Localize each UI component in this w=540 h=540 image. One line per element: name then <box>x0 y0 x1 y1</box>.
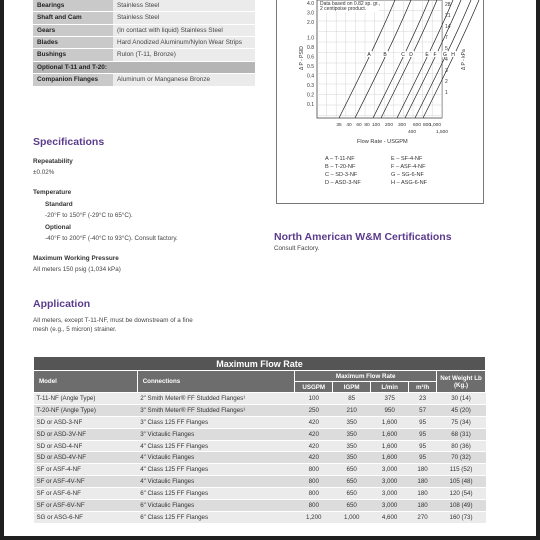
m3h-cell: 180 <box>409 476 437 488</box>
igpm-cell: 210 <box>333 404 371 416</box>
usgpm-cell: 420 <box>295 440 333 452</box>
materials-row <box>33 0 255 12</box>
legend-item: A – T-11-NF <box>325 156 355 162</box>
x-tick-label: 60 <box>356 123 362 128</box>
model-cell: SD or ASD-4-NF <box>34 440 138 452</box>
y-left-tick-label: 0.5 <box>307 64 314 70</box>
chart-plot-area <box>317 0 479 118</box>
y-right-tick-label: 7 <box>445 35 448 41</box>
usgpm-cell: 420 <box>295 428 333 440</box>
materials-row <box>33 24 255 36</box>
x-tick-label: 1,000 <box>428 123 442 128</box>
model-cell: SG or ASG-6-NF <box>34 511 138 523</box>
model-cell: SF or ASF-4-NF <box>34 464 138 476</box>
x-tick-label: 40 <box>346 123 352 128</box>
m3h-cell: 180 <box>409 464 437 476</box>
curve-letter: A <box>367 52 371 58</box>
igpm-cell: 650 <box>333 476 371 488</box>
application-heading: Application <box>33 298 91 310</box>
connections-cell: 6" Victaulic Flanges <box>137 500 295 512</box>
legend-item: G – SG-6-NF <box>391 172 424 178</box>
chart-svg <box>277 0 483 203</box>
col-connections-header: Connections <box>137 371 295 393</box>
usgpm-cell: 1,200 <box>295 511 333 523</box>
y-left-tick-label: 0.8 <box>307 45 314 51</box>
igpm-cell: 350 <box>333 428 371 440</box>
x-tick-label: 300 <box>397 123 407 128</box>
lmin-cell: 3,000 <box>371 476 409 488</box>
certifications-text: Consult Factory. <box>274 245 320 252</box>
usgpm-cell: 100 <box>295 393 333 405</box>
optional-label: Optional <box>45 224 71 231</box>
curve-letter: F <box>433 52 437 58</box>
table-row <box>34 488 486 500</box>
table-title-row <box>34 357 486 371</box>
model-cell: T-20-NF (Angle Type) <box>34 404 138 416</box>
y-left-tick-label: 0.6 <box>307 54 314 61</box>
material-value: (In contact with liquid) Stainless Steel <box>113 24 255 36</box>
table-row <box>34 404 486 416</box>
x-tick-label: 800 <box>422 123 432 128</box>
m3h-cell: 95 <box>409 428 437 440</box>
usgpm-cell: 800 <box>295 488 333 500</box>
igpm-cell: 650 <box>333 464 371 476</box>
y-left-tick-label: 0.4 <box>307 73 314 80</box>
x-tick-label: 400 <box>407 130 417 135</box>
material-value: Stainless Steel <box>113 12 255 24</box>
weight-cell: 105 (48) <box>437 476 486 488</box>
model-cell: SF or ASF-6-NF <box>34 488 138 500</box>
igpm-cell: 350 <box>333 452 371 464</box>
igpm-cell: 350 <box>333 440 371 452</box>
materials-row <box>33 49 255 61</box>
y-right-tick-label: 28 <box>445 2 451 8</box>
repeatability-value: ±0.02% <box>33 169 55 176</box>
table-row <box>34 416 486 428</box>
y-left-axis-label: Δ P - PSID <box>299 46 305 70</box>
m3h-cell: 270 <box>409 511 437 523</box>
model-cell: SD or ASD-3V-NF <box>34 428 138 440</box>
application-line1: All meters, except T-11-NF, must be downstream of a fine <box>33 317 193 324</box>
col-model-header: Model <box>34 371 138 393</box>
curve-letter: D <box>409 52 413 58</box>
optional-value: -40°F to 200°F (-40°C to 93°C). Consult factory. <box>45 235 178 242</box>
igpm-cell: 650 <box>333 500 371 512</box>
weight-cell: 120 (54) <box>437 488 486 500</box>
igpm-cell: 350 <box>333 416 371 428</box>
model-cell: SD or ASD-3-NF <box>34 416 138 428</box>
m3h-cell: 180 <box>409 488 437 500</box>
repeatability-label: Repeatability <box>33 158 73 165</box>
model-cell: SD or ASD-4V-NF <box>34 452 138 464</box>
lmin-cell: 1,600 <box>371 452 409 464</box>
col-lmin-header: L/min <box>371 382 409 393</box>
connections-cell: 2" Smith Meter® FF Studded Flanges¹ <box>137 393 295 405</box>
material-key: Bushings <box>33 49 113 61</box>
materials-table <box>33 0 255 87</box>
specifications-heading: Specifications <box>33 136 105 148</box>
m3h-cell: 95 <box>409 452 437 464</box>
lmin-cell: 4,600 <box>371 511 409 523</box>
y-right-tick-label: 1 <box>445 90 448 96</box>
usgpm-cell: 420 <box>295 452 333 464</box>
col-igpm-header: IGPM <box>333 382 371 393</box>
optional-header: Optional T-11 and T-20: <box>33 61 255 73</box>
y-right-tick-label: 2 <box>445 79 448 85</box>
y-right-tick-label: 21 <box>445 13 451 19</box>
y-left-tick-label: 3.0 <box>307 10 314 17</box>
lmin-cell: 3,000 <box>371 464 409 476</box>
table-header-row <box>34 371 486 382</box>
table-row <box>34 452 486 464</box>
weight-cell: 45 (20) <box>437 404 486 416</box>
pressure-drop-chart <box>276 0 484 204</box>
x-tick-label: 1,500 <box>435 130 449 135</box>
y-left-ticks <box>307 1 314 108</box>
legend-item: B – T-20-NF <box>325 164 356 170</box>
y-right-axis-label: Δ P - kPa <box>461 49 467 70</box>
x-axis-label: Flow Rate - USGPM <box>357 139 408 145</box>
chart-note-line2: 2 centipoise product. <box>320 6 367 12</box>
igpm-cell: 650 <box>333 488 371 500</box>
y-right-tick-label: 3 <box>445 68 448 74</box>
materials-row <box>33 37 255 49</box>
curve-letter: C <box>401 52 405 58</box>
x-tick-label: 100 <box>371 123 381 128</box>
col-m3h-header: m³/h <box>409 382 437 393</box>
x-ticks <box>336 122 448 135</box>
table-row <box>34 476 486 488</box>
material-value: Hard Anodized Aluminum/Nylon Wear Strips <box>113 37 255 49</box>
temperature-label: Temperature <box>33 189 72 196</box>
x-tick-label: 600 <box>412 123 422 128</box>
m3h-cell: 180 <box>409 500 437 512</box>
table-row <box>34 464 486 476</box>
table-row <box>34 500 486 512</box>
lmin-cell: 375 <box>371 393 409 405</box>
connections-cell: 4" Victaulic Flanges <box>137 476 295 488</box>
table-row <box>34 393 486 405</box>
table-row <box>34 428 486 440</box>
connections-cell: 4" Victaulic Flanges <box>137 452 295 464</box>
connections-cell: 3" Class 125 FF Flanges <box>137 416 295 428</box>
connections-cell: 3" Smith Meter® FF Studded Flanges¹ <box>137 404 295 416</box>
materials-row <box>33 74 255 86</box>
weight-cell: 80 (36) <box>437 440 486 452</box>
y-right-ticks <box>445 2 451 96</box>
x-tick-label: 80 <box>364 123 370 128</box>
pressure-value: All meters 150 psig (1,034 kPa) <box>33 266 121 273</box>
m3h-cell: 95 <box>409 440 437 452</box>
curve-letter: E <box>425 52 429 58</box>
usgpm-cell: 800 <box>295 476 333 488</box>
standard-label: Standard <box>45 201 73 208</box>
y-right-tick-label: 4 <box>445 57 448 63</box>
igpm-cell: 85 <box>333 393 371 405</box>
curve-letter: G <box>443 52 447 58</box>
usgpm-cell: 250 <box>295 404 333 416</box>
y-right-tick-label: 5 <box>445 46 448 52</box>
curve-letter: H <box>451 52 455 58</box>
legend-item: D – ASD-3-NF <box>325 180 361 186</box>
y-left-tick-label: 1.0 <box>307 35 314 42</box>
m3h-cell: 57 <box>409 404 437 416</box>
material-value: Stainless Steel <box>113 0 255 12</box>
y-left-tick-label: 2.0 <box>307 20 314 26</box>
material-value: Aluminum or Manganese Bronze <box>113 74 255 86</box>
usgpm-cell: 800 <box>295 500 333 512</box>
certifications-heading: North American W&M Certifications <box>274 231 452 243</box>
usgpm-cell: 800 <box>295 464 333 476</box>
usgpm-cell: 420 <box>295 416 333 428</box>
lmin-cell: 3,000 <box>371 488 409 500</box>
model-cell: T-11-NF (Angle Type) <box>34 393 138 405</box>
material-key: Blades <box>33 37 113 49</box>
y-right-tick-label: 14 <box>445 24 451 30</box>
table-body <box>34 393 486 524</box>
table-row <box>34 440 486 452</box>
weight-cell: 70 (32) <box>437 452 486 464</box>
material-key: Gears <box>33 24 113 36</box>
y-left-tick-label: 0.2 <box>307 92 314 99</box>
x-tick-label: 200 <box>384 123 394 128</box>
connections-cell: 3" Victaulic Flanges <box>137 428 295 440</box>
lmin-cell: 1,600 <box>371 416 409 428</box>
m3h-cell: 23 <box>409 393 437 405</box>
igpm-cell: 1,000 <box>333 511 371 523</box>
connections-cell: 4" Class 125 FF Flanges <box>137 440 295 452</box>
weight-cell: 30 (14) <box>437 393 486 405</box>
standard-value: -20°F to 150°F (-29°C to 65°C). <box>45 212 133 219</box>
col-weight-header: Net Weight Lb (Kg.) <box>437 371 486 393</box>
pressure-label: Maximum Working Pressure <box>33 255 119 262</box>
col-flow-group-header: Maximum Flow Rate <box>295 371 437 382</box>
legend-item: H – ASG-6-NF <box>391 180 428 186</box>
y-left-tick-label: 4.0 <box>307 1 314 7</box>
table-row <box>34 511 486 523</box>
chart-note-line1: Data based on 0.82 sp. gr., <box>320 1 381 7</box>
legend-item: E – SF-4-NF <box>391 156 423 162</box>
x-tick-label: 35 <box>336 123 342 128</box>
connections-cell: 4" Class 125 FF Flanges <box>137 464 295 476</box>
weight-cell: 160 (73) <box>437 511 486 523</box>
model-cell: SF or ASF-6V-NF <box>34 500 138 512</box>
material-value: Rulon (T-11, Bronze) <box>113 49 255 61</box>
table-title: Maximum Flow Rate <box>34 357 486 371</box>
material-key: Shaft and Cam <box>33 12 113 24</box>
lmin-cell: 1,600 <box>371 428 409 440</box>
weight-cell: 108 (49) <box>437 500 486 512</box>
plot-border <box>317 0 442 118</box>
m3h-cell: 95 <box>409 416 437 428</box>
legend-item: F – ASF-4-NF <box>391 164 426 170</box>
weight-cell: 115 (52) <box>437 464 486 476</box>
materials-section-header <box>33 61 255 73</box>
connections-cell: 6" Class 125 FF Flanges <box>137 488 295 500</box>
y-left-tick-label: 0.3 <box>307 83 314 89</box>
max-flow-rate-table <box>33 356 486 524</box>
y-left-tick-label: 0.1 <box>307 102 314 108</box>
material-key: Bearings <box>33 0 113 12</box>
model-cell: SF or ASF-4V-NF <box>34 476 138 488</box>
curve-letter: B <box>383 52 387 58</box>
connections-cell: 6" Class 125 FF Flanges <box>137 511 295 523</box>
weight-cell: 75 (34) <box>437 416 486 428</box>
lmin-cell: 1,600 <box>371 440 409 452</box>
material-key: Companion Flanges <box>33 74 113 86</box>
weight-cell: 68 (31) <box>437 428 486 440</box>
lmin-cell: 3,000 <box>371 500 409 512</box>
application-line2: mesh (e.g., 5 micron) strainer. <box>33 326 117 333</box>
materials-row <box>33 12 255 24</box>
lmin-cell: 950 <box>371 404 409 416</box>
legend-item: C – SD-3-NF <box>325 172 358 178</box>
col-usgpm-header: USGPM <box>295 382 333 393</box>
